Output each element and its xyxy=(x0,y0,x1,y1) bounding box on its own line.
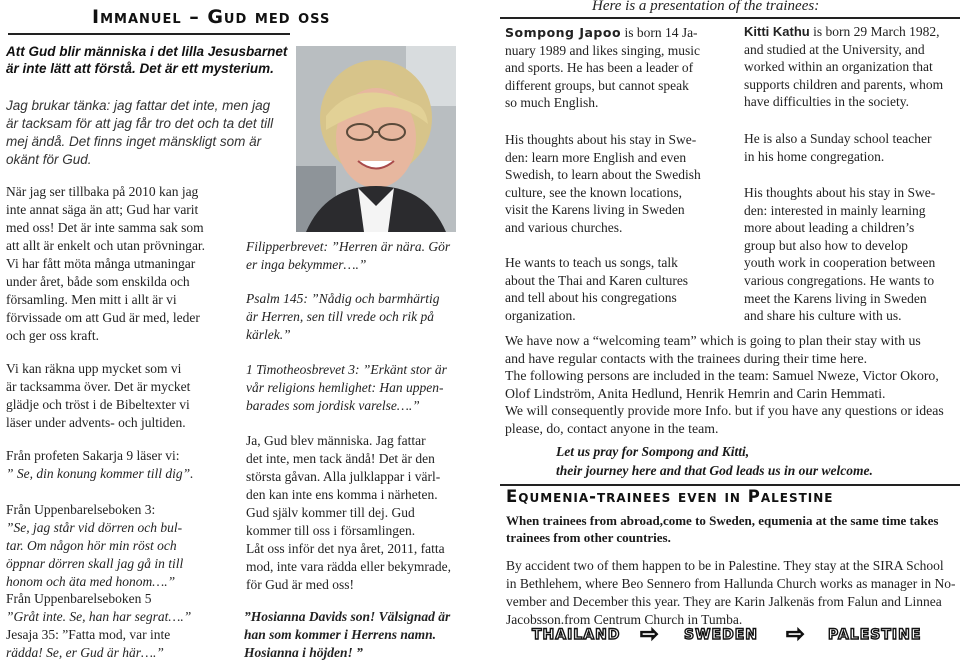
palestine-title: Equmenia-trainees even in Palestine xyxy=(506,487,834,506)
sompong-bio: Sompong Japoo is born 14 Ja- nuary 1989 and likes singing, music and sports. He has been a leader of different groups, but cannot speak so much English. xyxy=(505,25,700,111)
paragraph-ja-gud: Ja, Gud blev människa. Jag fattar det inte, men tack ändå! Det är den största gåvan. Alla julklappar i värl- den kan inte ens komma i närheten. Gud själv kommer till dej. Gud kommer till oss i församlingen. Låt oss inför det nya året, 2011, fatta mod, inte vara rädda eller bekymrade, för Gud är med oss! xyxy=(246,433,452,592)
country-palestine: PALESTINE xyxy=(828,627,922,643)
quote-uppenbarelse-3: Från Uppenbarelseboken 3: ”Se, jag står vid dörren och bul- tar. Om någon hör min röst och öppnar dörren skall jag gå in till honom och äta med honom….” xyxy=(6,502,184,589)
quote-filipper: Filipperbrevet: ”Herren är nära. Gör er inga bekymmer….” xyxy=(246,239,451,272)
kitti-thoughts: His thoughts about his stay in Swe- den: interested in mainly learning more about leading a children’s group but also how to develop youth work in cooperation between various congregations. He wants to meet the Karens living in Sweden and share his culture with us. xyxy=(744,185,936,324)
kitti-name: Kitti Kathu xyxy=(744,24,810,39)
palestine-subtitle: When trainees from abroad,come to Sweden, equmenia at the same time takes trainees from other countries. xyxy=(506,513,939,545)
lead-text: Att Gud blir människa i det lilla Jesusbarnet är inte lätt att förstå. Det är ett mysterium. xyxy=(6,44,288,76)
quote-jesaja: Jesaja 35: ”Fatta mod, var inte rädda! Se, er Gud är här….” xyxy=(6,627,171,660)
kitti-bio: Kitti Kathu is born 29 March 1982, and studied at the University, and worked within an organization that supports children and parents, whom have difficulties in the society. xyxy=(744,24,944,110)
article-title: Immanuel – Gud med oss xyxy=(92,6,331,28)
sompong-thoughts: His thoughts about his stay in Swe- den: learn more English and even Swedish, to learn about the Swedish culture, see the known locations, visit the Karens living in Sweden and various churches. xyxy=(505,132,701,235)
quote-psalm-145: Psalm 145: ”Nådig och barmhärtig är Herren, sen till vrede och rik på kärlek.” xyxy=(246,291,440,342)
arrow-right-icon: ⇨ xyxy=(786,622,805,647)
intro-text: Jag brukar tänka: jag fattar det inte, men jag är tacksam för att jag får tro det och ta det till mej ändå. Det finns inget mänskligt som är okänt för Gud. xyxy=(6,98,274,167)
paragraph-2010: När jag ser tillbaka på 2010 kan jag inte annat säga än att; Gud har varit med oss! Det är inte samma sak som att allt är enkelt och utan prövningar. Vi har fått möta många utmaningar under året, både som enskilda och församling. Men mitt i allt är vi förvissade om att Gud är med, leder och ger oss kraft. xyxy=(6,184,206,343)
kitti-sunday-school: He is also a Sunday school teacher in his home congregation. xyxy=(744,131,932,164)
prayer-text: Let us pray for Sompong and Kitti, their journey here and that God leads us in our welcome. xyxy=(556,444,873,478)
sompong-name: Sompong Japoo xyxy=(505,25,622,40)
quote-timotheos: 1 Timotheosbrevet 3: ”Erkänt stor är vår religions hemlighet: Han uppen- barades som jordisk varelse….” xyxy=(246,362,447,413)
arrow-right-icon: ⇨ xyxy=(640,622,659,647)
country-sweden: SWEDEN xyxy=(684,627,758,643)
quote-sakarja: Från profeten Sakarja 9 läser vi: ” Se, din konung kommer till dig”. xyxy=(6,448,194,481)
portrait-photo xyxy=(296,46,456,232)
trainees-rule xyxy=(500,17,960,19)
palestine-rule xyxy=(500,484,960,486)
quote-hosianna: ”Hosianna Davids son! Välsignad är han som kommer i Herrens namn. Hosianna i höjden! ” xyxy=(244,609,451,660)
paragraph-thankful: Vi kan räkna upp mycket som vi är tacksamma över. Det är mycket glädje och tröst i de Bibeltexter vi läser under advents- och jultiden. xyxy=(6,361,191,430)
sompong-teach: He wants to teach us songs, talk about the Thai and Karen cultures and tell about his congregations organization. xyxy=(505,255,689,323)
welcoming-team-text: We have now a “welcoming team” which is going to plan their stay with us and have regular contacts with the trainees during their time here. The following persons are included in the team: Samuel Nweze, Victor Okoro, Olof Lindström, Anita Hedlund, Henrik Hemrin and Carin Hemmati. We will consequently provide more Info. but if you have any questions or ideas please, do, contact anyone in the team. xyxy=(505,333,944,436)
trainees-header: Here is a presentation of the trainees: xyxy=(592,0,820,14)
palestine-body: By accident two of them happen to be in Palestine. They stay at the SIRA School in Bethlehem, where Beo Sennero from Hallunda Church works as manager in No- vember and December this year. They are Karin Jalkenäs from Falun and Linnea Jacobsson.from Centrum Church in Tumba. xyxy=(506,558,956,627)
country-thailand: THAILAND xyxy=(532,627,621,643)
title-rule xyxy=(8,33,290,35)
quote-uppenbarelse-5: Från Uppenbarelseboken 5 ”Gråt inte. Se, han har segrat….” xyxy=(6,591,192,624)
portrait-icon xyxy=(296,46,456,232)
